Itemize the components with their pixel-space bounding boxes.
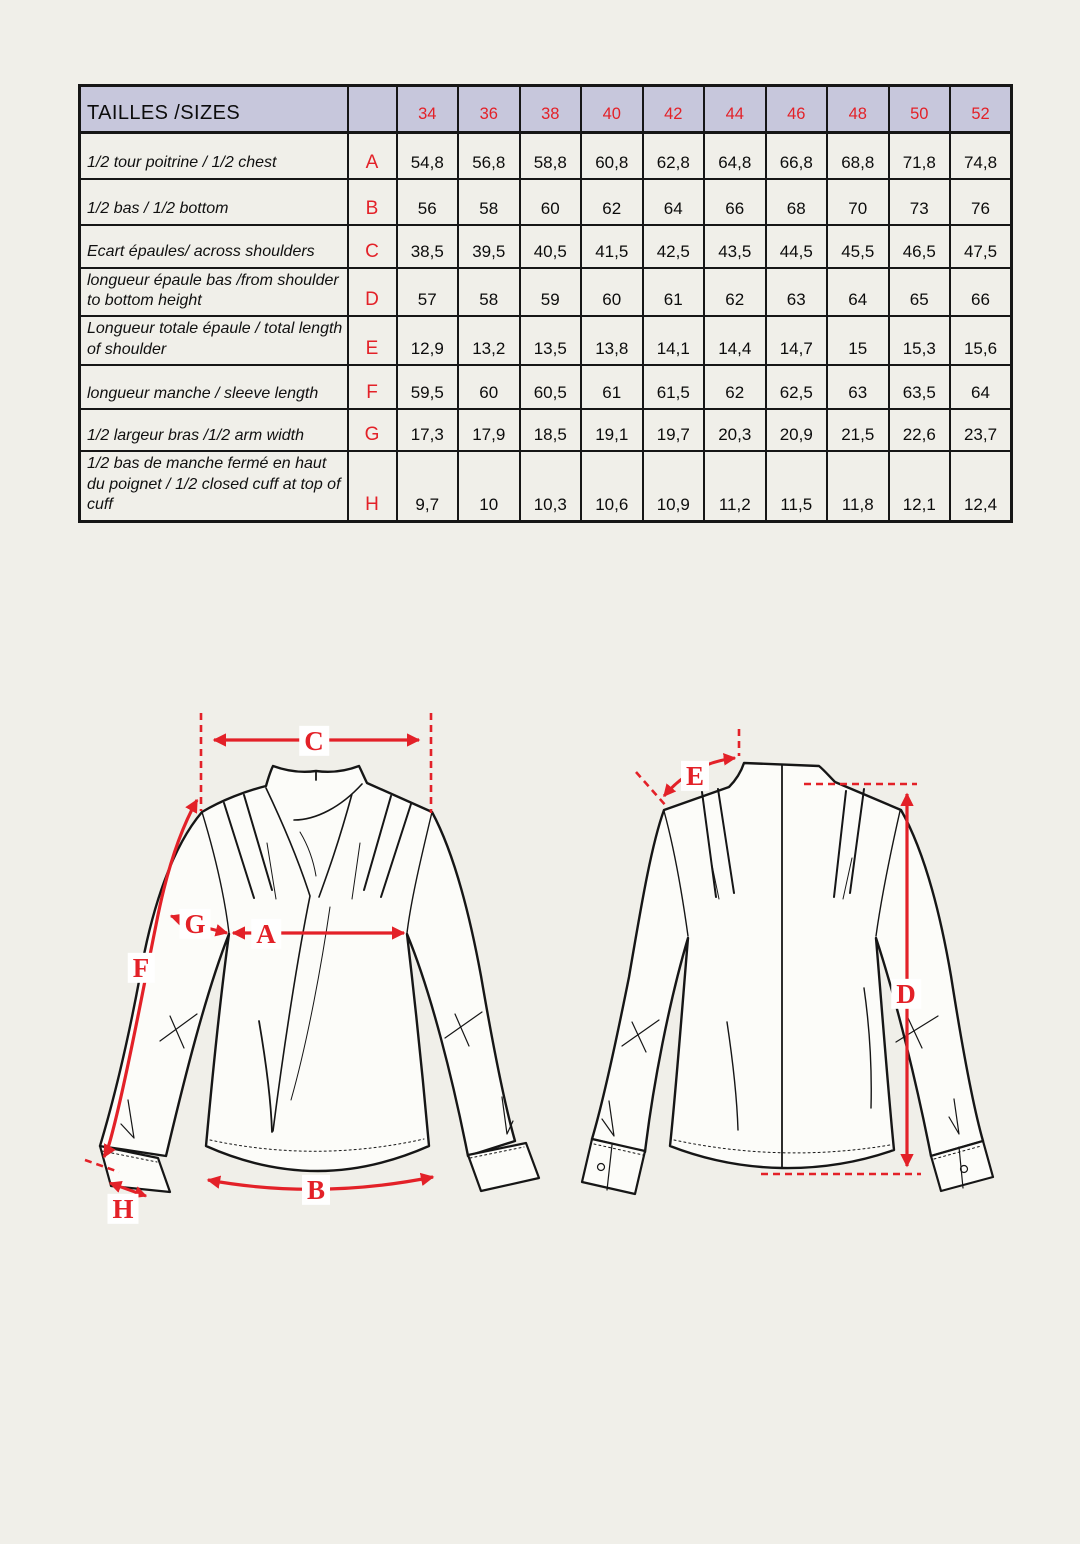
measure-letter: A xyxy=(348,133,397,179)
measure-name: Ecart épaules/ across shoulders xyxy=(80,225,348,268)
back-outline xyxy=(592,763,983,1168)
measure-value: 13,2 xyxy=(458,316,520,365)
measure-value: 23,7 xyxy=(950,409,1012,451)
measure-label-E: E xyxy=(681,761,709,791)
measure-value: 60 xyxy=(458,365,520,409)
measure-value: 38,5 xyxy=(397,225,459,268)
measure-value: 12,9 xyxy=(397,316,459,365)
measure-name: longueur épaule bas /from shoulder to bottom height xyxy=(80,268,348,317)
measure-value: 43,5 xyxy=(704,225,766,268)
measure-label-D: D xyxy=(891,979,921,1009)
measure-label-F: F xyxy=(128,953,155,983)
measure-value: 15,3 xyxy=(889,316,951,365)
measure-value: 18,5 xyxy=(520,409,582,451)
measure-name: 1/2 tour poitrine / 1/2 chest xyxy=(80,133,348,179)
measure-value: 60 xyxy=(581,268,643,317)
measure-value: 63,5 xyxy=(889,365,951,409)
measure-value: 10,9 xyxy=(643,451,705,521)
measure-value: 56 xyxy=(397,179,459,225)
size-header: 44 xyxy=(704,86,766,133)
measure-value: 62 xyxy=(704,268,766,317)
measure-value: 73 xyxy=(889,179,951,225)
measure-value: 10,6 xyxy=(581,451,643,521)
measure-value: 10,3 xyxy=(520,451,582,521)
measure-value: 63 xyxy=(827,365,889,409)
measure-value: 65 xyxy=(889,268,951,317)
front-outline xyxy=(100,766,515,1171)
measure-value: 45,5 xyxy=(827,225,889,268)
measure-value: 21,5 xyxy=(827,409,889,451)
measure-letter: C xyxy=(348,225,397,268)
measure-value: 62 xyxy=(704,365,766,409)
measure-value: 19,7 xyxy=(643,409,705,451)
size-header: 42 xyxy=(643,86,705,133)
measure-value: 39,5 xyxy=(458,225,520,268)
measure-value: 54,8 xyxy=(397,133,459,179)
measure-value: 68,8 xyxy=(827,133,889,179)
measure-value: 62 xyxy=(581,179,643,225)
measure-value: 70 xyxy=(827,179,889,225)
measure-value: 58,8 xyxy=(520,133,582,179)
measure-value: 60 xyxy=(520,179,582,225)
table-title: TAILLES /SIZES xyxy=(80,86,348,133)
measure-name: 1/2 bas / 1/2 bottom xyxy=(80,179,348,225)
measure-label-G: G xyxy=(179,909,210,939)
front-view-drawing xyxy=(100,766,539,1192)
measure-value: 64 xyxy=(643,179,705,225)
measure-label-A: A xyxy=(251,919,281,949)
measure-value: 11,8 xyxy=(827,451,889,521)
measure-value: 41,5 xyxy=(581,225,643,268)
back-view-drawing xyxy=(582,763,993,1194)
measure-value: 61 xyxy=(643,268,705,317)
measure-value: 62,5 xyxy=(766,365,828,409)
size-header: 48 xyxy=(827,86,889,133)
measure-value: 59,5 xyxy=(397,365,459,409)
measure-letter: H xyxy=(348,451,397,521)
measure-value: 10 xyxy=(458,451,520,521)
measure-value: 17,3 xyxy=(397,409,459,451)
measure-value: 76 xyxy=(950,179,1012,225)
measure-value: 40,5 xyxy=(520,225,582,268)
measure-name: 1/2 largeur bras /1/2 arm width xyxy=(80,409,348,451)
measure-value: 66 xyxy=(950,268,1012,317)
measure-value: 71,8 xyxy=(889,133,951,179)
measure-value: 58 xyxy=(458,268,520,317)
measure-value: 66 xyxy=(704,179,766,225)
measure-value: 20,9 xyxy=(766,409,828,451)
measure-label-C: C xyxy=(299,726,329,756)
measure-value: 15 xyxy=(827,316,889,365)
measure-value: 74,8 xyxy=(950,133,1012,179)
size-header: 50 xyxy=(889,86,951,133)
measure-value: 9,7 xyxy=(397,451,459,521)
measure-name: longueur manche / sleeve length xyxy=(80,365,348,409)
measure-value: 13,8 xyxy=(581,316,643,365)
measure-value: 42,5 xyxy=(643,225,705,268)
measure-value: 60,5 xyxy=(520,365,582,409)
size-header: 46 xyxy=(766,86,828,133)
measure-value: 63 xyxy=(766,268,828,317)
measure-value: 61,5 xyxy=(643,365,705,409)
measure-value: 57 xyxy=(397,268,459,317)
measure-value: 64 xyxy=(827,268,889,317)
measure-value: 47,5 xyxy=(950,225,1012,268)
size-header: 52 xyxy=(950,86,1012,133)
measure-value: 68 xyxy=(766,179,828,225)
size-header: 36 xyxy=(458,86,520,133)
size-header: 34 xyxy=(397,86,459,133)
measure-value: 56,8 xyxy=(458,133,520,179)
measure-value: 12,1 xyxy=(889,451,951,521)
measure-value: 66,8 xyxy=(766,133,828,179)
measure-value: 12,4 xyxy=(950,451,1012,521)
measure-value: 46,5 xyxy=(889,225,951,268)
measure-name: 1/2 bas de manche fermé en haut du poignet / 1/2 closed cuff at top of cuff xyxy=(80,451,348,521)
measure-label-H: H xyxy=(107,1194,138,1224)
measure-value: 13,5 xyxy=(520,316,582,365)
measure-name: Longueur totale épaule / total length of shoulder xyxy=(80,316,348,365)
measure-value: 62,8 xyxy=(643,133,705,179)
measure-letter: F xyxy=(348,365,397,409)
measure-value: 15,6 xyxy=(950,316,1012,365)
measure-letter: E xyxy=(348,316,397,365)
measure-value: 22,6 xyxy=(889,409,951,451)
measure-value: 64 xyxy=(950,365,1012,409)
measure-value: 11,2 xyxy=(704,451,766,521)
measure-letter: B xyxy=(348,179,397,225)
measure-value: 64,8 xyxy=(704,133,766,179)
size-header: 40 xyxy=(581,86,643,133)
measure-letter: G xyxy=(348,409,397,451)
measure-value: 58 xyxy=(458,179,520,225)
measure-value: 19,1 xyxy=(581,409,643,451)
measure-value: 11,5 xyxy=(766,451,828,521)
measure-value: 14,7 xyxy=(766,316,828,365)
size-header: 38 xyxy=(520,86,582,133)
measure-value: 44,5 xyxy=(766,225,828,268)
measure-value: 14,4 xyxy=(704,316,766,365)
measure-value: 20,3 xyxy=(704,409,766,451)
measure-value: 14,1 xyxy=(643,316,705,365)
measure-label-B: B xyxy=(302,1175,330,1205)
measure-value: 17,9 xyxy=(458,409,520,451)
measure-letter: D xyxy=(348,268,397,317)
measure-value: 61 xyxy=(581,365,643,409)
measure-value: 60,8 xyxy=(581,133,643,179)
measure-value: 59 xyxy=(520,268,582,317)
